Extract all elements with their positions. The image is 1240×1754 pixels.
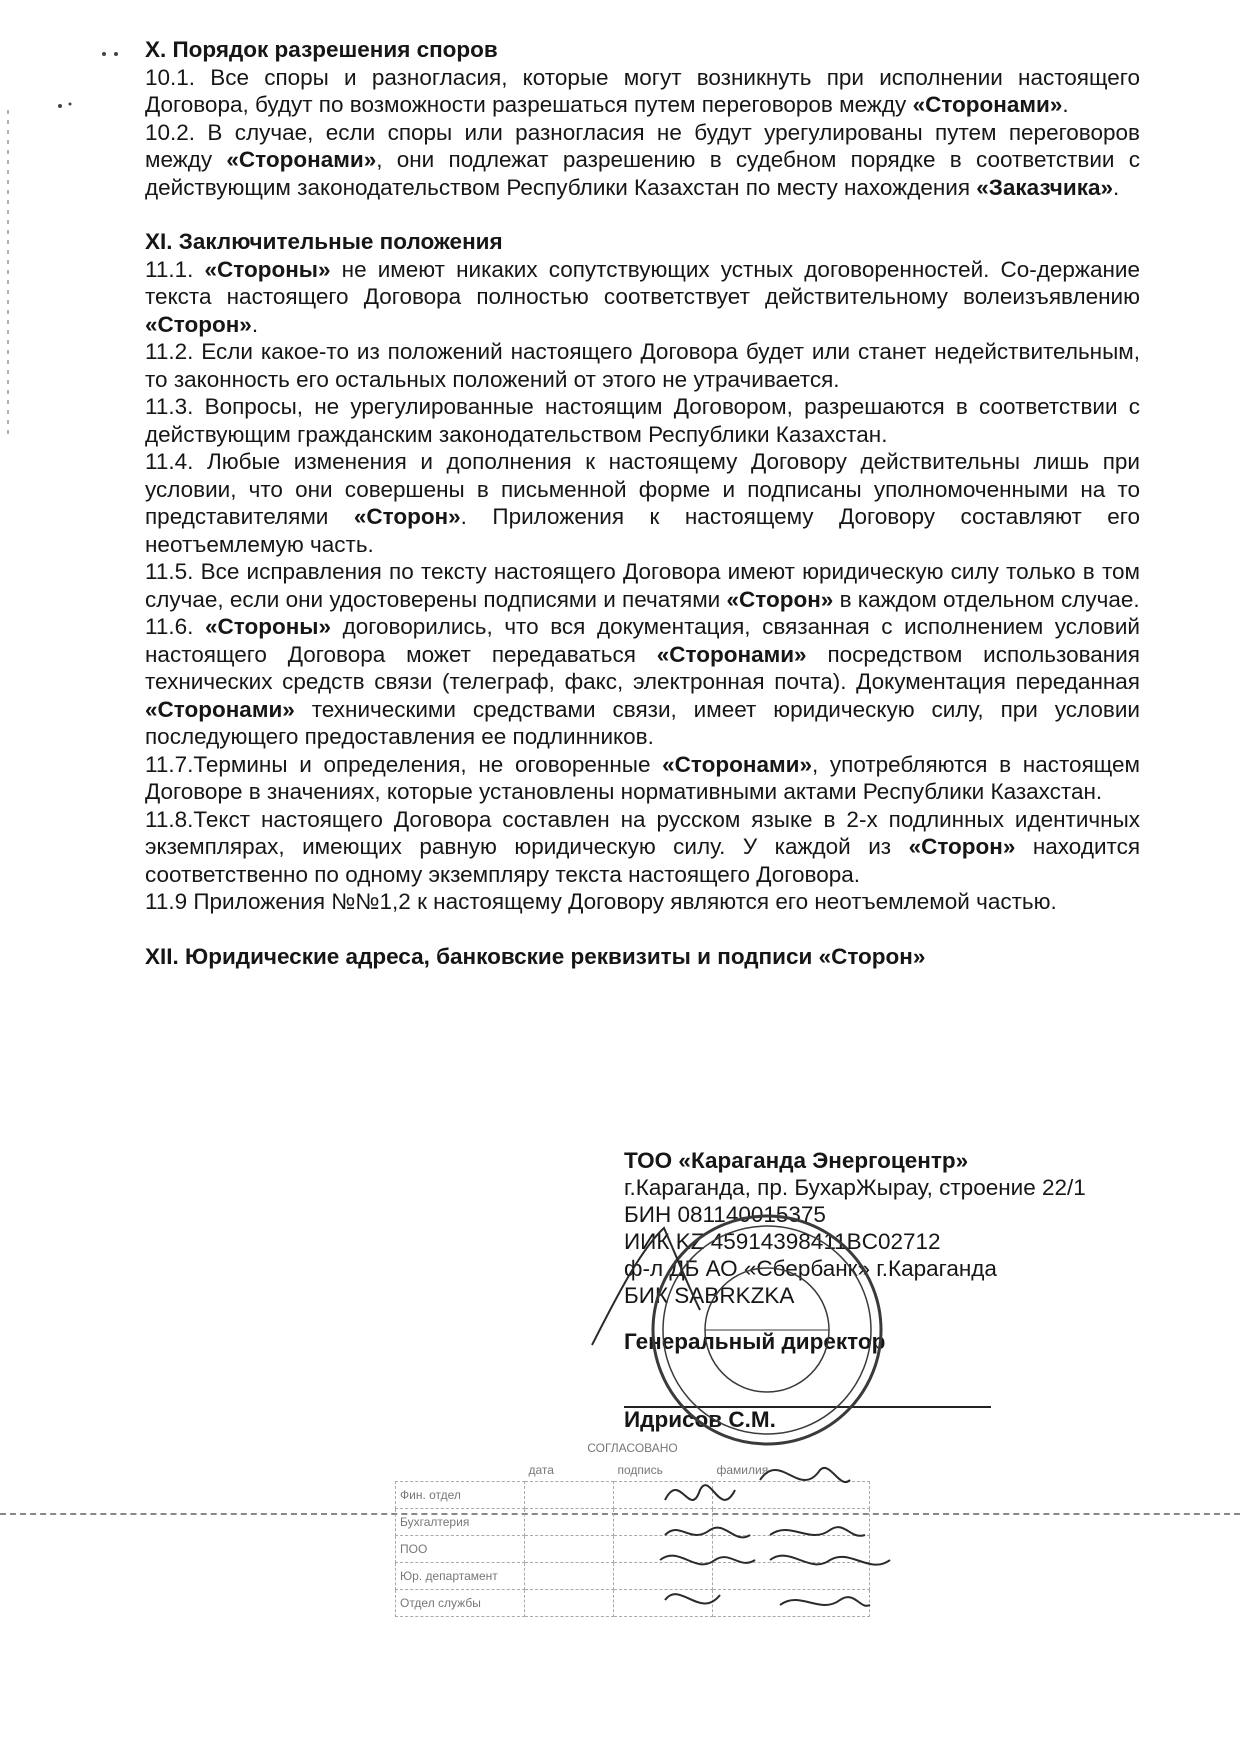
signer-name: Идрисов С.М. bbox=[624, 1407, 776, 1432]
clause-11-6: 11.6. «Стороны» договорились, что вся документация, связанная с исполнением условий настоящего Договора может передаваться «Сторонами» посредством использования технических средств связи (телеграф, факс, электронная почта). Документация переданная «Сторонами» техническими средствами связи, имеет юридическую силу, при условии последующего предоставления ее подлинников. bbox=[145, 614, 1140, 749]
company-bin: БИН 081140015375 bbox=[624, 1202, 826, 1227]
company-address: г.Караганда, пр. БухарЖырау, строение 22/1 bbox=[624, 1175, 1086, 1200]
clause-11-1: 11.1. «Стороны» не имеют никаких сопутствующих устных договоренностей. Со-держание текста настоящего Договора полностью соответствует действительному волеизъявлению «Сторон». bbox=[145, 256, 1141, 337]
clause-11-2: 11.2. Если какое-то из положений настоящего Договора будет или станет недействительным, то законность его остальных положений от этого не утрачивается. bbox=[145, 339, 1140, 392]
approval-row-label: Отдел службы bbox=[396, 1590, 525, 1617]
approval-col-blank bbox=[396, 1459, 525, 1482]
approval-col-surname: фамилия bbox=[716, 1463, 769, 1477]
approval-stamp-table bbox=[395, 1437, 870, 1617]
approval-col-date: дата bbox=[528, 1463, 554, 1477]
approval-row-label: Юр. департамент bbox=[396, 1563, 525, 1590]
contract-body bbox=[145, 36, 1140, 970]
approval-col-signature: подпись bbox=[617, 1463, 663, 1477]
clause-11-3: 11.3. Вопросы, не урегулированные настоящим Договором, разрешаются в соответствии с действующим гражданским законодательством Республики Казахстан. bbox=[145, 394, 1140, 447]
approval-row bbox=[396, 1482, 870, 1509]
director-title: Генеральный директор bbox=[624, 1329, 886, 1354]
company-requisites bbox=[624, 1147, 1144, 1309]
clause-11-4: 11.4. Любые изменения и дополнения к настоящему Договору действительны лишь при условии, что они совершены в письменной форме и подписаны уполномоченными на то представителями «Сторон». Приложения к настоящему Договору составляют его неотъемлемую часть. bbox=[145, 449, 1140, 557]
approval-row-label: Бухгалтерия bbox=[396, 1509, 525, 1536]
section-10-heading: X. Порядок разрешения споров bbox=[145, 37, 498, 62]
clause-11-7: 11.7.Термины и определения, не оговоренные «Сторонами», употребляются в настоящем Договоре в значениях, которые установлены нормативными актами Республики Казахстан. bbox=[145, 751, 1140, 804]
clause-10-2: 10.2. В случае, если споры или разногласия не будут урегулированы путем переговоров между «Сторонами», они подлежат разрешению в судебном порядке в соответствии с действующим законодательством Республики Казахстан по месту нахождения «Заказчика». bbox=[145, 119, 1140, 200]
approval-row-label: Фин. отдел bbox=[396, 1482, 525, 1509]
company-bank: ф-л ДБ АО «Сбербанк» г.Караганда bbox=[624, 1256, 997, 1281]
clause-11-9: 11.9 Приложения №№1,2 к настоящему Договору являются его неотъемлемой частью. bbox=[145, 889, 1057, 914]
company-bik: БИК SABRKZKA bbox=[624, 1283, 795, 1308]
company-name: ТОО «Караганда Энергоцентр» bbox=[624, 1148, 969, 1173]
approval-row bbox=[396, 1509, 870, 1536]
approval-row bbox=[396, 1536, 870, 1563]
approval-row bbox=[396, 1590, 870, 1617]
approval-title: СОГЛАСОВАНО bbox=[587, 1441, 678, 1455]
section-12-heading: XII. Юридические адреса, банковские реквизиты и подписи «Сторон» bbox=[145, 943, 926, 969]
clause-11-5: 11.5. Все исправления по тексту настоящего Договора имеют юридическую силу только в том случае, если они удостоверены подписями и печатями «Сторон» в каждом отдельном случае. bbox=[145, 559, 1140, 612]
approval-row bbox=[396, 1563, 870, 1590]
section-11-heading: XI. Заключительные положения bbox=[145, 229, 503, 254]
clause-11-8: 11.8.Текст настоящего Договора составлен на русском языке в 2-х подлинных идентичных экземплярах, имеющих равную юридическую силу. У каждой из «Сторон» находится соответственно по одному экземпляру текста настоящего Договора. bbox=[145, 806, 1141, 887]
company-iik: ИИК KZ 45914398411BC02712 bbox=[624, 1229, 941, 1254]
clause-10-1: 10.1. Все споры и разногласия, которые могут возникнуть при исполнении настоящего Договора, будут по возможности разрешаться путем переговоров между «Сторонами». bbox=[145, 64, 1140, 117]
approval-row-label: ПОО bbox=[396, 1536, 525, 1563]
